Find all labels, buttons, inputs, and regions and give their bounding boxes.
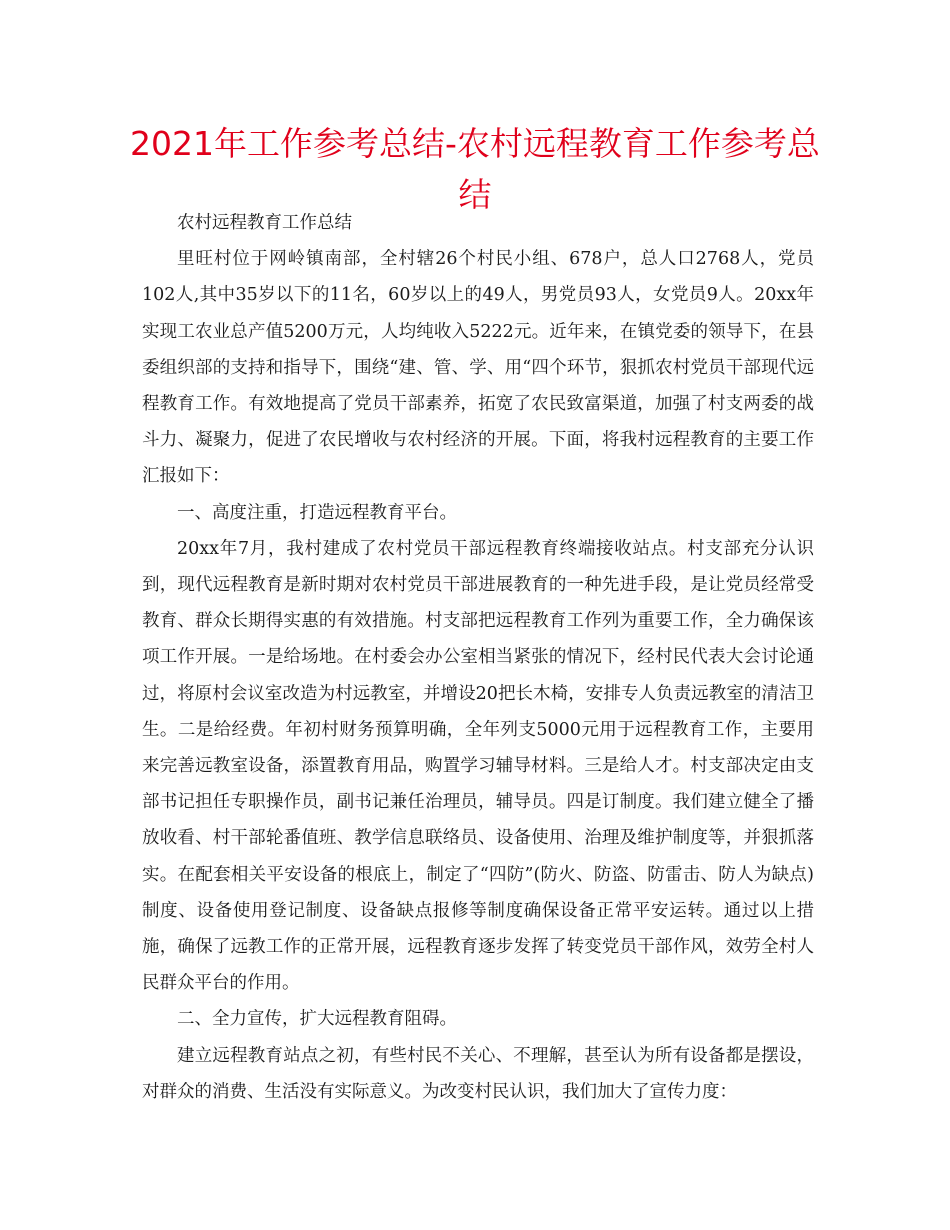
document-title: 2021年工作参考总结-农村远程教育工作参考总结 bbox=[130, 124, 820, 214]
section-heading-2: 二、全力宣传，扩大远程教育阻碍。 bbox=[177, 1009, 457, 1030]
document-body bbox=[142, 205, 814, 1110]
intro-paragraph: 里旺村位于网岭镇南部，全村辖26个村民小组、678户，总人口2768人，党员102人,其中35岁以下的11名，60岁以上的49人，男党员93人，女党员9人。20xx年实现工农业总产值5200万元，人均纯收入5222元。近年来，在镇党委的领导下，在县委组织部的支持和指导下，围绕“建、管、学、用“四个环节，狠抓农村党员干部现代远程教育工作。有效地提高了党员干部素养，拓宽了农民致富渠道，加强了村支两委的战斗力、凝聚力，促进了农民增收与农村经济的开展。下面，将我村远程教育的主要工作汇报如下： bbox=[142, 249, 814, 487]
section-heading-1: 一、高度注重，打造远程教育平台。 bbox=[177, 502, 457, 523]
section-1-paragraph: 20xx年7月，我村建成了农村党员干部远程教育终端接收站点。村支部充分认识到，现代远程教育是新时期对农村党员干部进展教育的一种先进手段，是让党员经常受教育、群众长期得实惠的有效措施。村支部把远程教育工作列为重要工作，全力确保该项工作开展。一是给场地。在村委会办公室相当紧张的情况下，经村民代表大会讨论通过，将原村会议室改造为村远教室，并增设20把长木椅，安排专人负责远教室的清洁卫生。二是给经费。年初村财务预算明确，全年列支5000元用于远程教育工作，主要用来完善远教室设备，添置教育用品，购置学习辅导材料。三是给人才。村支部决定由支部书记担任专职操作员，副书记兼任治理员，辅导员。四是订制度。我们建立健全了播放收看、村干部轮番值班、教学信息联络员、设备使用、治理及维护制度等，并狠抓落实。在配套相关平安设备的根底上，制定了“四防”(防火、防盗、防雷击、防人为缺点)制度、设备使用登记制度、设备缺点报修等制度确保设备正常平安运转。通过以上措施，确保了远教工作的正常开展，远程教育逐步发挥了转变党员干部作风，效劳全村人民群众平台的作用。 bbox=[142, 538, 814, 994]
section-2-paragraph: 建立远程教育站点之初，有些村民不关心、不理解，甚至认为所有设备都是摆设，对群众的消费、生活没有实际意义。为改变村民认识，我们加大了宣传力度： bbox=[142, 1045, 814, 1102]
subtitle-paragraph: 农村远程教育工作总结 bbox=[177, 213, 352, 233]
